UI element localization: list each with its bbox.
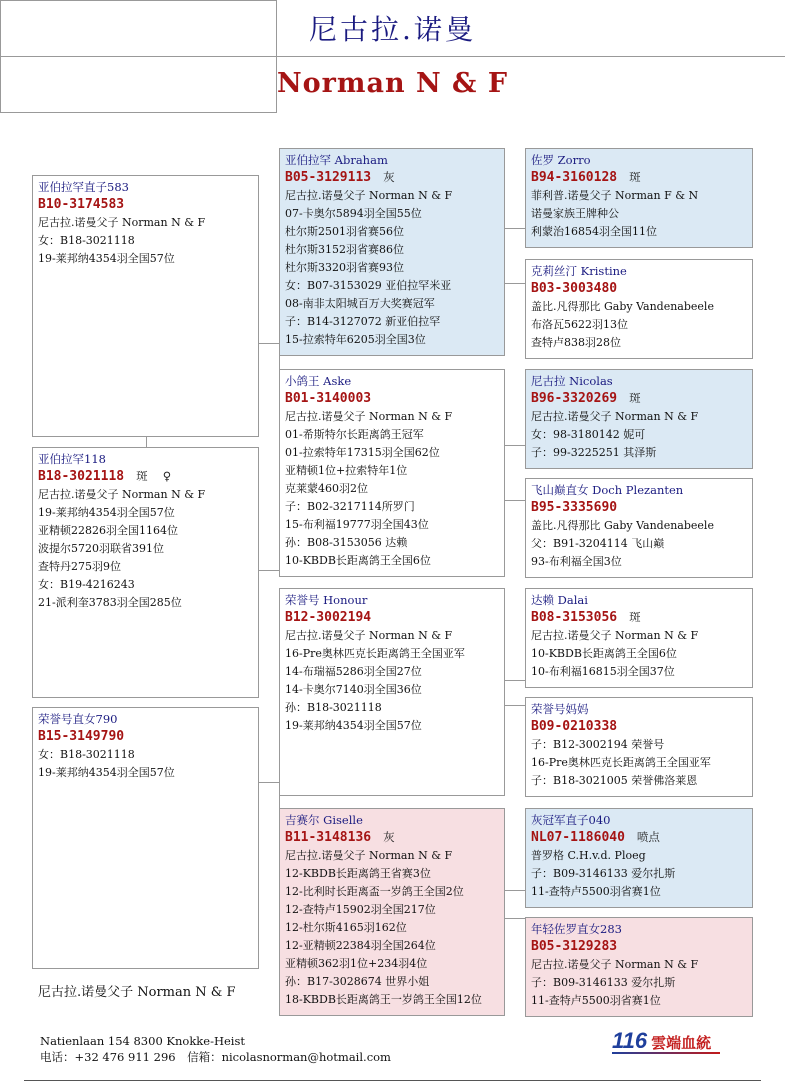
pigeon-card-g6[interactable] xyxy=(525,697,753,797)
pigeon-card-g5[interactable] xyxy=(525,588,753,688)
detail-line: 08-南非太阳城百万大奖赛冠军 xyxy=(285,297,435,310)
pigeon-name: 吉赛尔 Giselle xyxy=(285,813,363,827)
pigeon-details xyxy=(531,187,747,241)
ring-number: B18-3021118 斑 ♀ xyxy=(38,469,172,484)
detail-line: 杜尔斯3152羽省赛86位 xyxy=(285,243,404,256)
detail-line: 子：B12-3002194 荣誉号 xyxy=(531,738,665,751)
pigeon-card-g2[interactable] xyxy=(525,259,753,359)
detail-line: 19-莱邦纳4354羽全国57位 xyxy=(38,766,175,779)
detail-line: 盖比.凡得那比 Gaby Vandenabeele xyxy=(531,300,714,313)
ring-number: B12-3002194 xyxy=(285,610,372,625)
connector xyxy=(146,437,147,447)
detail-line: 女：B18-3021118 xyxy=(38,234,135,247)
detail-line: 亚精顿1位+拉索特年1位 xyxy=(285,464,408,477)
connector xyxy=(505,680,525,681)
detail-line: 07-卡奥尔5894羽全国55位 xyxy=(285,207,422,220)
detail-line: 诺曼家族王牌种公 xyxy=(531,207,619,220)
ring-number: B94-3160128 斑 xyxy=(531,170,641,185)
detail-line: 女：B07-3153029 亚伯拉罕米亚 xyxy=(285,279,452,292)
title-chinese: 尼古拉.诺曼 xyxy=(0,0,785,57)
pigeon-name: 达赖 Dalai xyxy=(531,593,588,607)
ring-number: B03-3003480 xyxy=(531,281,618,296)
detail-line: 孙：B08-3153056 达赖 xyxy=(285,536,408,549)
detail-line: 10-KBDB长距离鸽王全国6位 xyxy=(531,647,677,660)
connector xyxy=(259,343,279,344)
detail-line: 12-比利时长距离盃一岁鸽王全国2位 xyxy=(285,885,464,898)
detail-line: 克莱蒙460羽2位 xyxy=(285,482,368,495)
ring-number: B11-3148136 灰 xyxy=(285,830,395,845)
detail-line: 尼古拉.诺曼父子 Norman N & F xyxy=(531,410,699,423)
detail-line: 11-查特卢5500羽省赛1位 xyxy=(531,885,661,898)
pigeon-details xyxy=(531,517,747,571)
detail-line: 12-亚精顿22384羽全国264位 xyxy=(285,939,436,952)
detail-line: 19-莱邦纳4354羽全国57位 xyxy=(285,719,422,732)
detail-line: 波提尔5720羽联省391位 xyxy=(38,542,164,555)
pigeon-details xyxy=(531,847,747,901)
detail-line: 普罗格 C.H.v.d. Ploeg xyxy=(531,849,646,862)
pigeon-details xyxy=(285,408,499,570)
ring-number: B08-3153056 斑 xyxy=(531,610,641,625)
detail-line: 女：98-3180142 妮可 xyxy=(531,428,646,441)
pigeon-card-g8[interactable] xyxy=(525,917,753,1017)
color-tag: 喷点 xyxy=(636,830,660,844)
detail-line: 19-莱邦纳4354羽全国57位 xyxy=(38,252,175,265)
detail-line: 尼古拉.诺曼父子 Norman N & F xyxy=(285,849,453,862)
pigeon-card-g4[interactable] xyxy=(525,478,753,578)
pigeon-name: 克莉丝汀 Kristine xyxy=(531,264,627,278)
pigeon-card-p2[interactable] xyxy=(32,447,259,698)
detail-line: 16-Pre奥林匹克长距离鸽王全国亚军 xyxy=(531,756,711,769)
pigeon-name: 荣誉号妈妈 xyxy=(531,702,589,716)
pigeon-details xyxy=(285,187,499,349)
detail-line: 10-KBDB长距离鸽王全国6位 xyxy=(285,554,431,567)
detail-line: 女：B18-3021118 xyxy=(38,748,135,761)
pigeon-card-s3[interactable] xyxy=(279,588,505,796)
detail-line: 16-Pre奥林匹克长距离鸽王全国亚军 xyxy=(285,647,465,660)
logo-number: 116 xyxy=(612,1028,648,1053)
detail-line: 14-布瑞福5286羽全国27位 xyxy=(285,665,422,678)
connector xyxy=(505,445,525,446)
detail-line: 盖比.凡得那比 Gaby Vandenabeele xyxy=(531,519,714,532)
detail-line: 女：B19-4216243 xyxy=(38,578,135,591)
pigeon-card-s4[interactable] xyxy=(279,808,505,1016)
ring-number: B10-3174583 xyxy=(38,197,125,212)
pigeon-name: 尼古拉 Nicolas xyxy=(531,374,613,388)
ring-number: B95-3335690 xyxy=(531,500,618,515)
connector xyxy=(505,500,525,501)
detail-line: 尼古拉.诺曼父子 Norman N & F xyxy=(285,189,453,202)
brand-logo xyxy=(612,1028,720,1058)
detail-line: 查特卢838羽28位 xyxy=(531,336,621,349)
detail-line: 孙：B17-3028674 世界小姐 xyxy=(285,975,430,988)
detail-line: 尼古拉.诺曼父子 Norman N & F xyxy=(285,629,453,642)
detail-line: 子：B09-3146133 爱尔扎斯 xyxy=(531,867,676,880)
bottom-rule xyxy=(24,1080,761,1081)
owner-contact: 电话：+32 476 911 296 信箱：nicolasnorman@hotmail.com xyxy=(40,1050,391,1064)
detail-line: 尼古拉.诺曼父子 Norman N & F xyxy=(285,410,453,423)
detail-line: 子：B02-3217114所罗门 xyxy=(285,500,415,513)
pigeon-card-s1[interactable] xyxy=(279,148,505,356)
pigeon-details xyxy=(531,956,747,1010)
ring-number: NL07-1186040 喷点 xyxy=(531,830,660,845)
detail-line: 查特丹275羽9位 xyxy=(38,560,121,573)
pigeon-details xyxy=(531,408,747,462)
detail-line: 布洛瓦5622羽13位 xyxy=(531,318,628,331)
detail-line: 孙：B18-3021118 xyxy=(285,701,382,714)
color-tag: 斑 xyxy=(629,170,641,184)
ring-number: B15-3149790 xyxy=(38,729,125,744)
detail-line: 15-布利福19777羽全国43位 xyxy=(285,518,429,531)
pigeon-card-g3[interactable] xyxy=(525,369,753,469)
pigeon-name: 小鸽王 Aske xyxy=(285,374,352,388)
detail-line: 子：99-3225251 其泽斯 xyxy=(531,446,657,459)
detail-line: 12-KBDB长距离鸽王省赛3位 xyxy=(285,867,431,880)
color-sex-tag: 斑 ♀ xyxy=(136,469,172,483)
detail-line: 亚精顿22826羽全国1164位 xyxy=(38,524,178,537)
connector xyxy=(505,228,525,229)
connector xyxy=(505,918,525,919)
title-english: Norman N & F xyxy=(276,68,509,99)
pigeon-details xyxy=(285,627,499,735)
detail-line: 杜尔斯3320羽省赛93位 xyxy=(285,261,404,274)
detail-line: 菲利普.诺曼父子 Norman F & N xyxy=(531,189,699,202)
pigeon-name: 年轻佐罗直女283 xyxy=(531,922,622,936)
detail-line: 尼古拉.诺曼父子 Norman N & F xyxy=(531,629,699,642)
detail-line: 子：B14-3127072 新亚伯拉罕 xyxy=(285,315,441,328)
detail-line: 父：B91-3204114 飞山巅 xyxy=(531,537,665,550)
pigeon-details xyxy=(531,627,747,681)
pigeon-name: 亚伯拉罕118 xyxy=(38,452,106,466)
color-tag: 灰 xyxy=(383,170,395,184)
pigeon-card-g1[interactable] xyxy=(525,148,753,248)
detail-line: 利蒙治16854羽全国11位 xyxy=(531,225,657,238)
detail-line: 尼古拉.诺曼父子 Norman N & F xyxy=(38,488,206,501)
pigeon-details xyxy=(285,847,499,1009)
pigeon-details xyxy=(38,486,253,612)
pigeon-name: 荣誉号直女790 xyxy=(38,712,118,726)
detail-line: 01-希斯特尔长距离鸽王冠军 xyxy=(285,428,424,441)
ring-number: B05-3129113 灰 xyxy=(285,170,395,185)
pigeon-details xyxy=(531,736,747,790)
connector xyxy=(259,782,279,783)
pigeon-name: 亚伯拉罕 Abraham xyxy=(285,153,388,167)
pigeon-card-g7[interactable] xyxy=(525,808,753,908)
pigeon-name: 亚伯拉罕直子583 xyxy=(38,180,129,194)
detail-line: 杜尔斯2501羽省赛56位 xyxy=(285,225,404,238)
pigeon-details xyxy=(38,746,253,782)
detail-line: 子：B09-3146133 爱尔扎斯 xyxy=(531,976,676,989)
color-tag: 灰 xyxy=(383,830,395,844)
pigeon-card-p1[interactable] xyxy=(32,175,259,437)
title-box xyxy=(0,0,509,113)
ring-number: B05-3129283 xyxy=(531,939,618,954)
connector xyxy=(505,705,525,706)
connector xyxy=(259,570,279,571)
detail-line: 12-查特卢15902羽全国217位 xyxy=(285,903,436,916)
detail-line: 子：B18-3021005 荣誉佛洛莱恩 xyxy=(531,774,698,787)
ring-number: B01-3140003 xyxy=(285,391,372,406)
detail-line: 10-布利福16815羽全国37位 xyxy=(531,665,675,678)
pigeon-name: 荣誉号 Honour xyxy=(285,593,368,607)
detail-line: 19-莱邦纳4354羽全国57位 xyxy=(38,506,175,519)
detail-line: 21-派利奎3783羽全国285位 xyxy=(38,596,182,609)
pigeon-card-s2[interactable] xyxy=(279,369,505,577)
pigeon-name: 飞山巅直女 Doch Plezanten xyxy=(531,483,684,497)
color-tag: 斑 xyxy=(629,391,641,405)
logo-text: 雲端血統 xyxy=(651,1034,712,1052)
pigeon-name: 灰冠军直子040 xyxy=(531,813,611,827)
connector xyxy=(505,283,525,284)
owner-address: Natienlaan 154 8300 Knokke-Heist xyxy=(40,1034,245,1048)
ring-number: B96-3320269 斑 xyxy=(531,391,641,406)
detail-line: 14-卡奥尔7140羽全国36位 xyxy=(285,683,422,696)
detail-line: 尼古拉.诺曼父子 Norman N & F xyxy=(38,216,206,229)
detail-line: 01-拉索特年17315羽全国62位 xyxy=(285,446,440,459)
pigeon-name: 佐罗 Zorro xyxy=(531,153,591,167)
detail-line: 11-查特卢5500羽省赛1位 xyxy=(531,994,661,1007)
pigeon-details xyxy=(531,298,747,352)
detail-line: 尼古拉.诺曼父子 Norman N & F xyxy=(531,958,699,971)
ring-number: B09-0210338 xyxy=(531,719,618,734)
detail-line: 亚精顿362羽1位+234羽4位 xyxy=(285,957,428,970)
pigeon-details xyxy=(38,214,253,268)
detail-line: 93-布利福全国3位 xyxy=(531,555,622,568)
detail-line: 18-KBDB长距离鸽王一岁鸽王全国12位 xyxy=(285,993,482,1006)
pigeon-card-p3[interactable] xyxy=(32,707,259,969)
color-tag: 斑 xyxy=(629,610,641,624)
detail-line: 15-拉索特年6205羽全国3位 xyxy=(285,333,426,346)
owner-name: 尼古拉.诺曼父子 Norman N & F xyxy=(38,985,236,1000)
connector xyxy=(505,890,525,891)
detail-line: 12-杜尔斯4165羽162位 xyxy=(285,921,407,934)
